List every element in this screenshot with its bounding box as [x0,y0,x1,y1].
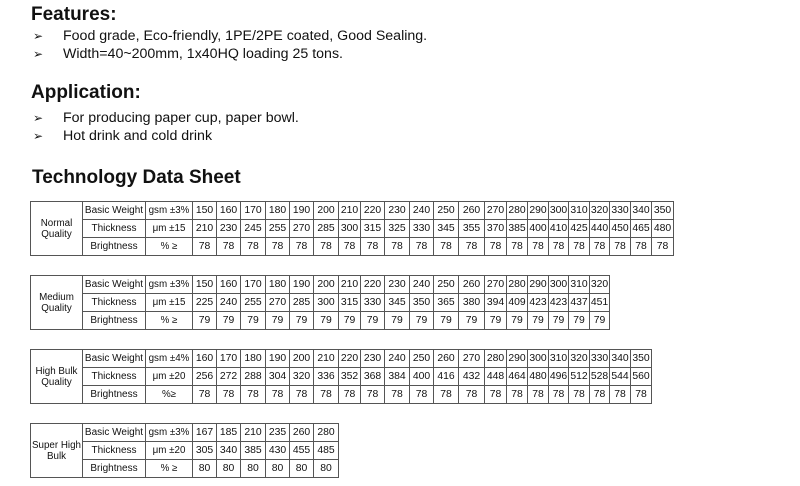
value-cell: 185 [217,424,241,442]
value-cell: 220 [361,202,385,220]
value-cell: 80 [217,460,241,478]
value-cell: 280 [507,202,528,220]
value-cell: 79 [549,312,569,330]
list-item: ➢ For producing paper cup, paper bowl. [33,110,299,126]
table-row [31,220,674,238]
value-cell: 78 [631,386,652,404]
value-cell: 150 [193,202,217,220]
value-cell: 290 [528,276,549,294]
value-cell: 79 [485,312,507,330]
value-cell: 230 [361,350,385,368]
value-cell: 79 [193,312,217,330]
value-cell: 170 [241,202,266,220]
table-row [31,294,610,312]
value-cell: 78 [266,238,290,256]
unit-label: %≥ [146,386,193,404]
value-cell: 80 [241,460,266,478]
value-cell: 170 [217,350,241,368]
value-cell: 78 [339,386,361,404]
value-cell: 416 [434,368,459,386]
value-cell: 78 [434,386,459,404]
spec-table [30,201,674,256]
value-cell: 230 [217,220,241,238]
value-cell: 320 [590,202,610,220]
value-cell: 167 [193,424,217,442]
value-cell: 78 [631,238,652,256]
value-cell: 78 [314,238,339,256]
value-cell: 330 [590,350,610,368]
value-cell: 79 [339,312,361,330]
value-cell: 310 [549,350,569,368]
value-cell: 300 [314,294,339,312]
value-cell: 78 [241,386,266,404]
property-label: Thickness [83,294,146,312]
value-cell: 528 [590,368,610,386]
value-cell: 305 [193,442,217,460]
unit-label: % ≥ [146,460,193,478]
value-cell: 423 [528,294,549,312]
value-cell: 255 [241,294,266,312]
value-cell: 78 [507,238,528,256]
value-cell: 78 [193,238,217,256]
value-cell: 80 [290,460,314,478]
value-cell: 78 [385,238,410,256]
value-cell: 272 [217,368,241,386]
value-cell: 78 [569,238,590,256]
list-item: ➢ Food grade, Eco-friendly, 1PE/2PE coated, Good Sealing. [33,28,428,44]
property-label: Brightness [83,238,146,256]
value-cell: 250 [410,350,434,368]
value-cell: 425 [569,220,590,238]
quality-label: Super High Bulk [31,424,83,478]
value-cell: 78 [361,386,385,404]
value-cell: 79 [459,312,485,330]
unit-label: gsm ±3% [146,202,193,220]
value-cell: 330 [361,294,385,312]
value-cell: 260 [459,276,485,294]
value-cell: 210 [241,424,266,442]
value-cell: 79 [434,312,459,330]
value-cell: 496 [549,368,569,386]
value-cell: 288 [241,368,266,386]
value-cell: 409 [507,294,528,312]
value-cell: 78 [434,238,459,256]
value-cell: 78 [610,238,631,256]
property-label: Basic Weight [83,202,146,220]
value-cell: 79 [217,312,241,330]
value-cell: 480 [528,368,549,386]
value-cell: 190 [290,202,314,220]
unit-label: μm ±15 [146,294,193,312]
property-label: Thickness [83,442,146,460]
value-cell: 180 [266,276,290,294]
value-cell: 350 [631,350,652,368]
value-cell: 79 [590,312,610,330]
property-label: Thickness [83,220,146,238]
value-cell: 270 [485,202,507,220]
value-cell: 430 [266,442,290,460]
value-cell: 440 [590,220,610,238]
value-cell: 220 [361,276,385,294]
property-label: Basic Weight [83,350,146,368]
value-cell: 79 [507,312,528,330]
value-cell: 270 [485,276,507,294]
value-cell: 225 [193,294,217,312]
value-cell: 230 [385,276,410,294]
value-cell: 385 [507,220,528,238]
value-cell: 448 [485,368,507,386]
value-cell: 78 [193,386,217,404]
value-cell: 380 [459,294,485,312]
value-cell: 437 [569,294,590,312]
value-cell: 355 [459,220,485,238]
value-cell: 78 [217,386,241,404]
application-list [31,109,299,145]
arrow-bullet-icon: ➢ [33,129,44,143]
value-cell: 325 [385,220,410,238]
value-cell: 78 [590,238,610,256]
value-cell: 256 [193,368,217,386]
spec-table [30,275,610,330]
value-cell: 78 [590,386,610,404]
value-cell: 340 [610,350,631,368]
table-row [31,386,652,404]
value-cell: 330 [610,202,631,220]
value-cell: 240 [410,276,434,294]
value-cell: 180 [241,350,266,368]
value-cell: 270 [290,220,314,238]
value-cell: 260 [290,424,314,442]
value-cell: 451 [590,294,610,312]
value-cell: 180 [266,202,290,220]
value-cell: 315 [361,220,385,238]
table-row [31,350,652,368]
value-cell: 245 [241,220,266,238]
value-cell: 340 [217,442,241,460]
unit-label: gsm ±3% [146,276,193,294]
value-cell: 560 [631,368,652,386]
property-label: Basic Weight [83,276,146,294]
value-cell: 270 [459,350,485,368]
value-cell: 80 [266,460,290,478]
value-cell: 350 [652,202,674,220]
value-cell: 78 [410,386,434,404]
value-cell: 79 [361,312,385,330]
features-list [31,27,427,63]
unit-label: μm ±20 [146,368,193,386]
value-cell: 485 [314,442,339,460]
value-cell: 78 [361,238,385,256]
arrow-bullet-icon: ➢ [33,111,44,125]
quality-label: High Bulk Quality [31,350,83,404]
value-cell: 78 [528,386,549,404]
value-cell: 210 [339,276,361,294]
value-cell: 432 [459,368,485,386]
value-cell: 315 [339,294,361,312]
value-cell: 200 [290,350,314,368]
value-cell: 230 [385,202,410,220]
value-cell: 78 [528,238,549,256]
value-cell: 336 [314,368,339,386]
data-sheet-heading: Technology Data Sheet [32,167,241,188]
value-cell: 78 [217,238,241,256]
value-cell: 150 [193,276,217,294]
value-cell: 80 [193,460,217,478]
value-cell: 350 [410,294,434,312]
table-row [31,424,339,442]
unit-label: μm ±15 [146,220,193,238]
quality-label: Normal Quality [31,202,83,256]
value-cell: 79 [266,312,290,330]
value-cell: 304 [266,368,290,386]
value-cell: 79 [314,312,339,330]
value-cell: 78 [459,238,485,256]
value-cell: 240 [217,294,241,312]
value-cell: 290 [528,202,549,220]
value-cell: 240 [410,202,434,220]
value-cell: 79 [290,312,314,330]
unit-label: % ≥ [146,312,193,330]
table-row [31,312,610,330]
value-cell: 280 [314,424,339,442]
value-cell: 78 [290,238,314,256]
value-cell: 320 [590,276,610,294]
table-row [31,368,652,386]
value-cell: 410 [549,220,569,238]
value-cell: 78 [485,386,507,404]
value-cell: 160 [217,202,241,220]
value-cell: 210 [314,350,339,368]
features-heading: Features: [31,4,117,25]
value-cell: 160 [193,350,217,368]
table-row [31,238,674,256]
unit-label: μm ±20 [146,442,193,460]
arrow-bullet-icon: ➢ [33,29,44,43]
unit-label: % ≥ [146,238,193,256]
property-label: Brightness [83,460,146,478]
property-label: Brightness [83,386,146,404]
value-cell: 260 [459,202,485,220]
property-label: Basic Weight [83,424,146,442]
value-cell: 285 [314,220,339,238]
value-cell: 170 [241,276,266,294]
value-cell: 450 [610,220,631,238]
value-cell: 385 [241,442,266,460]
value-cell: 300 [339,220,361,238]
unit-label: gsm ±4% [146,350,193,368]
list-item: ➢ Hot drink and cold drink [33,128,213,144]
value-cell: 79 [241,312,266,330]
value-cell: 200 [314,202,339,220]
value-cell: 320 [290,368,314,386]
value-cell: 78 [549,386,569,404]
value-cell: 78 [459,386,485,404]
value-cell: 300 [549,276,569,294]
value-cell: 78 [507,386,528,404]
value-cell: 79 [410,312,434,330]
value-cell: 310 [569,276,590,294]
value-cell: 78 [266,386,290,404]
application-heading: Application: [31,82,141,103]
spec-table [30,349,652,404]
value-cell: 480 [652,220,674,238]
value-cell: 423 [549,294,569,312]
value-cell: 200 [314,276,339,294]
value-cell: 240 [385,350,410,368]
value-cell: 190 [290,276,314,294]
value-cell: 250 [434,276,459,294]
value-cell: 78 [410,238,434,256]
value-cell: 400 [410,368,434,386]
value-cell: 465 [631,220,652,238]
value-cell: 210 [193,220,217,238]
property-label: Brightness [83,312,146,330]
value-cell: 78 [652,238,674,256]
table-row [31,276,610,294]
value-cell: 345 [434,220,459,238]
value-cell: 78 [339,238,361,256]
value-cell: 78 [485,238,507,256]
value-cell: 80 [314,460,339,478]
value-cell: 210 [339,202,361,220]
value-cell: 285 [290,294,314,312]
value-cell: 250 [434,202,459,220]
value-cell: 79 [528,312,549,330]
list-item: ➢ Width=40~200mm, 1x40HQ loading 25 tons. [33,46,343,62]
value-cell: 384 [385,368,410,386]
value-cell: 300 [549,202,569,220]
value-cell: 352 [339,368,361,386]
value-cell: 340 [631,202,652,220]
value-cell: 78 [314,386,339,404]
value-cell: 400 [528,220,549,238]
spec-table [30,423,339,478]
value-cell: 365 [434,294,459,312]
value-cell: 190 [266,350,290,368]
value-cell: 78 [610,386,631,404]
value-cell: 280 [507,276,528,294]
value-cell: 78 [290,386,314,404]
value-cell: 79 [385,312,410,330]
value-cell: 330 [410,220,434,238]
value-cell: 260 [434,350,459,368]
value-cell: 290 [507,350,528,368]
unit-label: gsm ±3% [146,424,193,442]
value-cell: 370 [485,220,507,238]
quality-label: Medium Quality [31,276,83,330]
value-cell: 464 [507,368,528,386]
value-cell: 235 [266,424,290,442]
value-cell: 270 [266,294,290,312]
value-cell: 78 [385,386,410,404]
value-cell: 544 [610,368,631,386]
value-cell: 310 [569,202,590,220]
value-cell: 280 [485,350,507,368]
value-cell: 512 [569,368,590,386]
value-cell: 455 [290,442,314,460]
value-cell: 78 [241,238,266,256]
value-cell: 300 [528,350,549,368]
value-cell: 78 [549,238,569,256]
value-cell: 320 [569,350,590,368]
value-cell: 368 [361,368,385,386]
value-cell: 394 [485,294,507,312]
value-cell: 78 [569,386,590,404]
value-cell: 345 [385,294,410,312]
arrow-bullet-icon: ➢ [33,47,44,61]
value-cell: 79 [569,312,590,330]
property-label: Thickness [83,368,146,386]
value-cell: 255 [266,220,290,238]
table-row [31,202,674,220]
value-cell: 220 [339,350,361,368]
value-cell: 160 [217,276,241,294]
